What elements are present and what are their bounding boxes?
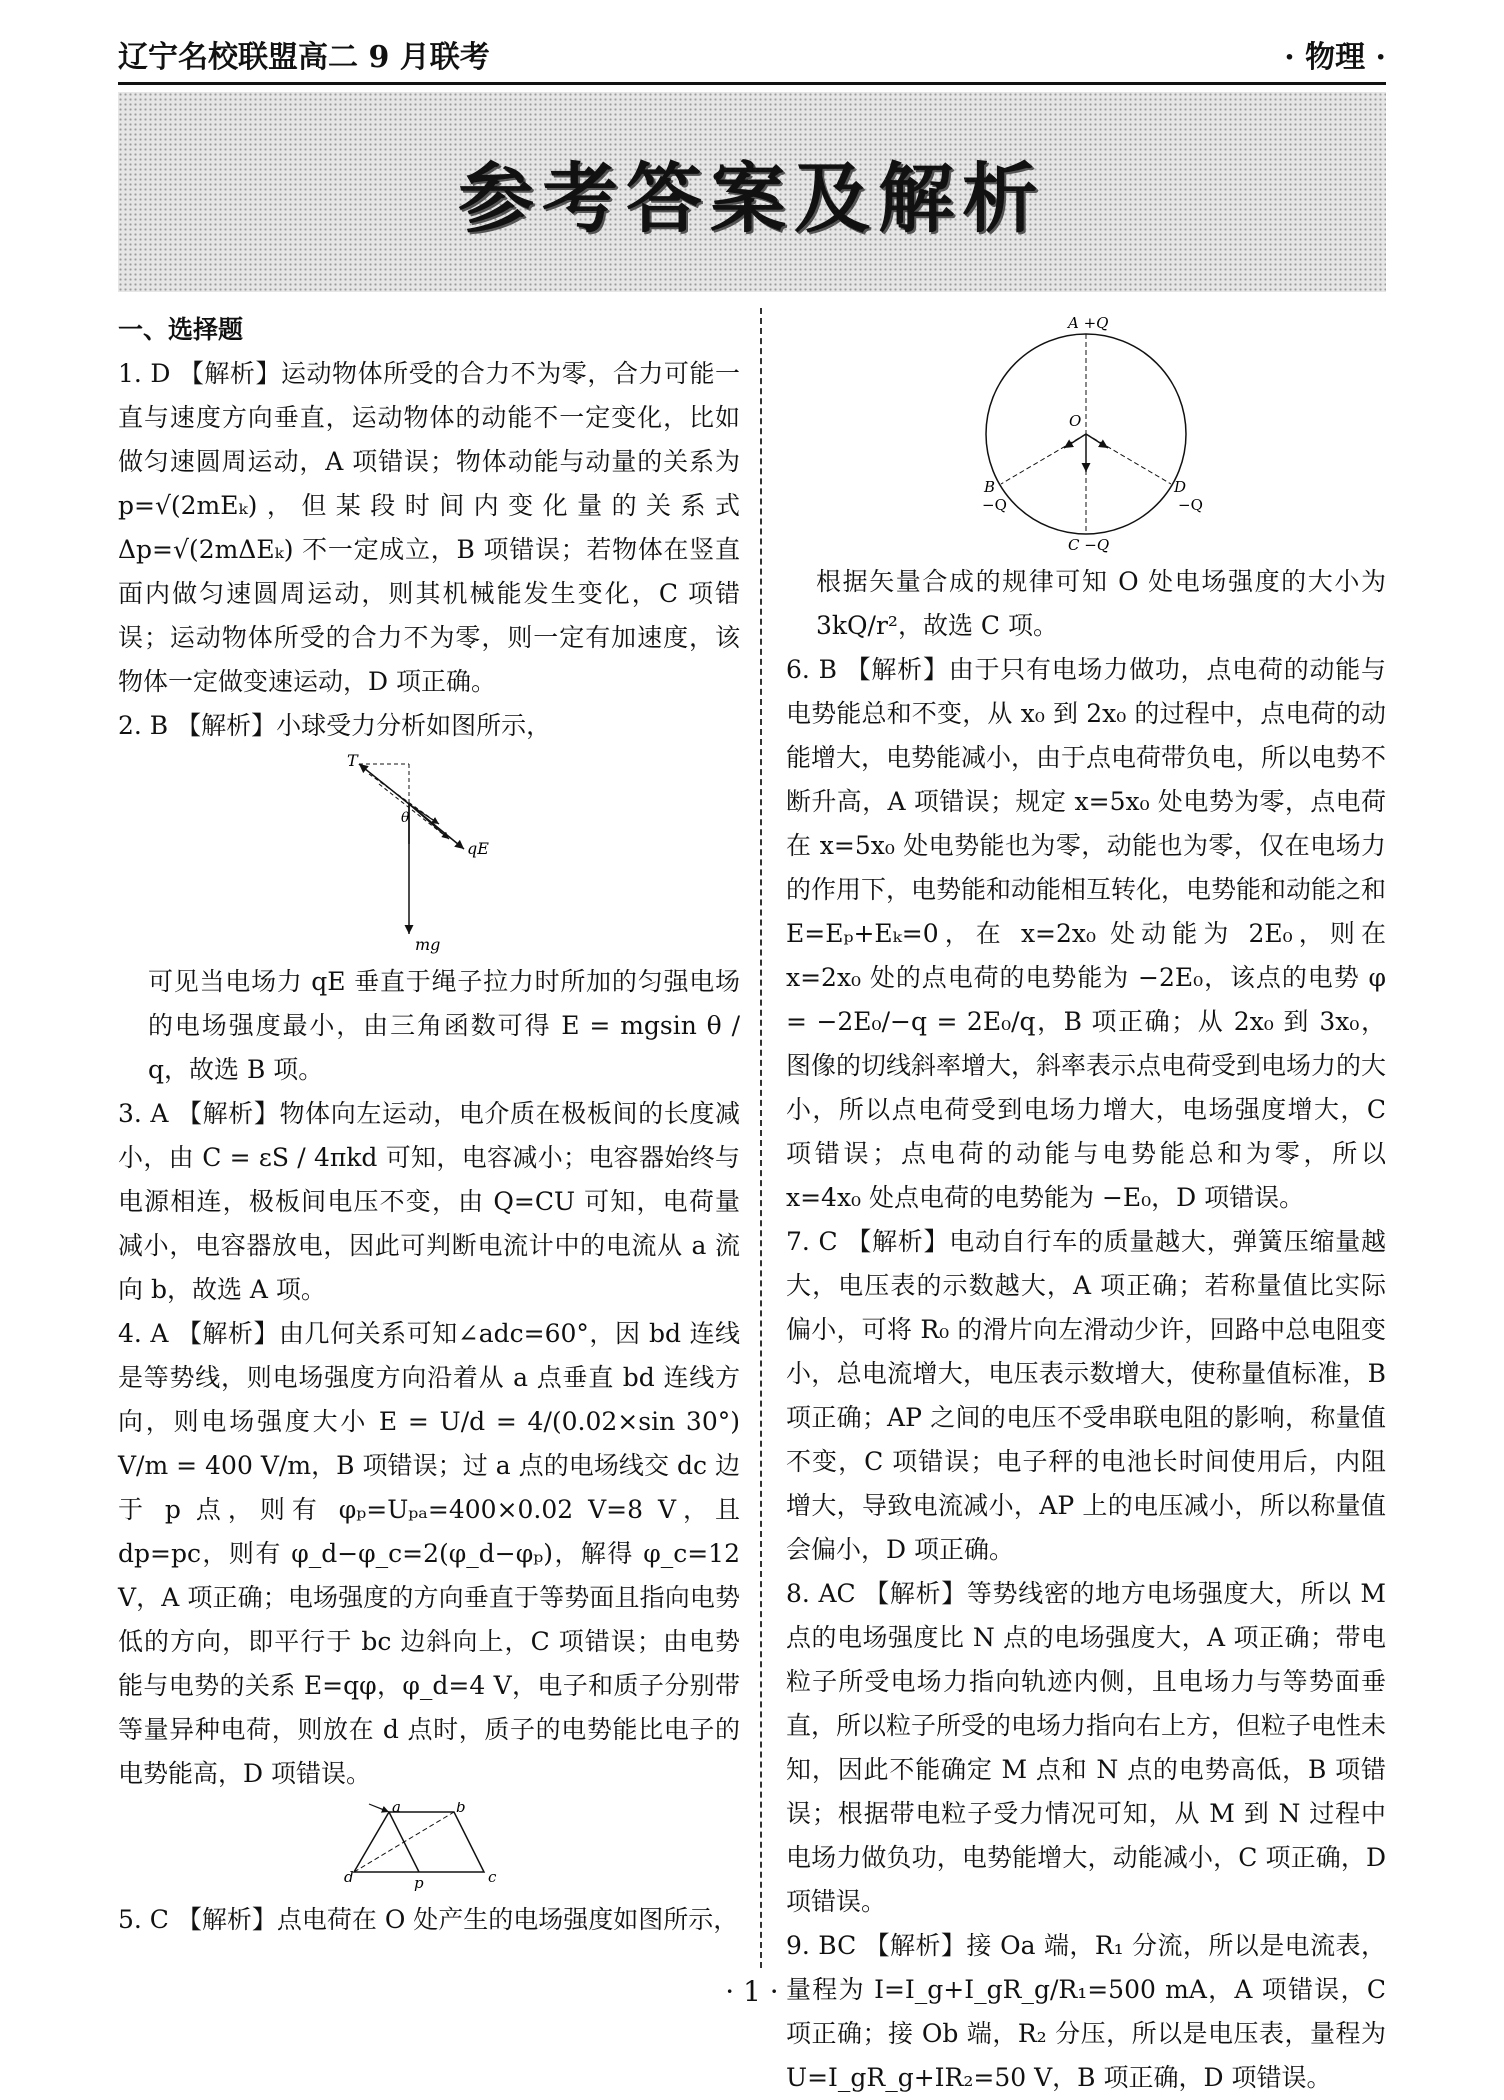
label-D-charge: −Q: [1178, 496, 1203, 514]
answer-8: 8. AC 【解析】等势线密的地方电场强度大，所以 M 点的电场强度比 N 点的电场强度大，A 项正确；带电粒子所受电场力指向轨迹内侧，且电场力与等势面垂直，所以粒子所受的电场力指向右上方，但粒子电性未知，因此不能确定 M 点和 N 点的电势高低，B 项错误；根据带电粒子受力情况可知，从 M 到 N 过程中电场力做负功，电势能增大，动能减小，C 项正确，D 项错误。: [786, 1579, 1387, 1916]
label-qE: qE: [467, 839, 489, 858]
subject-label: · 物理 ·: [1284, 40, 1386, 75]
column-divider: [760, 308, 762, 1968]
answer-3: 3. A 【解析】物体向左运动，电介质在极板间的长度减小，由 C = εS / 4πkd 可知，电容减小；电容器始终与电源相连，极板间电压不变，由 Q=CU 可知，电荷量减小，电容器放电，因此可判断电流计中的电流从 a 流向 b，故选 A 项。: [118, 1099, 740, 1304]
label-d: d: [344, 1868, 354, 1886]
label-c: c: [488, 1868, 497, 1886]
answer-6: 6. B 【解析】由于只有电场力做功，点电荷的动能与电势能总和不变，从 x₀ 到 2x₀ 的过程中，点电荷的动能增大，电势能减小，由于点电荷带负电，所以电势不断升高，A 项错误；规定 x=5x₀ 处电势为零，点电荷在 x=5x₀ 处电势能也为零，动能也为零，仅在电场力的作用下，电势能和动能相互转化，电势能和动能之和 E=Eₚ+Eₖ=0，在 x=2x₀ 处动能为 2E₀，则在 x=2x₀ 处的点电荷的电势能为 −2E₀，该点的电势 φ = −2E₀/−q = 2E₀/q，B 项正确；从 2x₀ 到 3x₀，图像的切线斜率增大，斜率表示点电荷受到电场力的大小，所以点电荷受到电场力增大，电场强度增大，C 项错误；点电荷的动能与电势能总和为零，所以 x=4x₀ 处点电荷的电势能为 −E₀，D 项错误。: [786, 655, 1387, 1212]
answer-2-conclusion: 可见当电场力 qE 垂直于绳子拉力时所加的匀强电场的电场强度最小，由三角函数可得 E = mgsin θ / q，故选 B 项。: [148, 967, 740, 1084]
answer-5-conclusion: 根据矢量合成的规律可知 O 处电场强度的大小为 3kQ/r²，故选 C 项。: [816, 567, 1386, 640]
label-B-charge: −Q: [982, 496, 1007, 514]
force-diagram: [339, 754, 519, 954]
label-C: C −Q: [1068, 536, 1110, 554]
label-theta: θ: [401, 810, 410, 826]
answer-5-intro: 5. C 【解析】点电荷在 O 处产生的电场强度如图所示，: [118, 1905, 739, 1934]
section-heading: 一、选择题: [118, 315, 244, 344]
label-p: p: [414, 1874, 424, 1892]
label-A: A +Q: [1068, 314, 1109, 332]
answer-9: 9. BC 【解析】接 Oa 端，R₁ 分流，所以是电流表，量程为 I=I_g+I_gR_g/R₁=500 mA，A 项错误，C 项正确；接 Ob 端，R₂ 分压，所以是电压表，量程为 U=I_gR_g+IR₂=50 V，B 项正确，D 项错误。: [786, 1931, 1386, 2092]
page-header: [118, 34, 1386, 85]
right-column: [786, 308, 1386, 2100]
label-D: D: [1174, 478, 1187, 496]
label-mg: mg: [415, 935, 441, 954]
banner-title: 参考答案及解析: [458, 153, 1046, 243]
page-number: · 1 ·: [725, 1975, 779, 2008]
label-B: B: [984, 478, 996, 496]
left-column: [118, 308, 740, 1942]
label-b: b: [456, 1802, 466, 1816]
answer-2-intro: 2. B 【解析】小球受力分析如图所示，: [118, 711, 552, 740]
label-a: a: [392, 1802, 401, 1816]
answer-7: 7. C 【解析】电动自行车的质量越大，弹簧压缩量越大，电压表的示数越大，A 项正确；若称量值比实际偏小，可将 R₀ 的滑片向左滑动少许，回路中总电阻变小，总电流增大，电压表示数增大，使称量值标准，B 项正确；AP 之间的电压不受串联电阻的影响，称量值不变，C 项错误；电子秤的电池长时间使用后，内阻增大，导致电流减小，AP 上的电压减小，所以称量值会偏小，D 项正确。: [786, 1227, 1386, 1564]
title-banner: [118, 92, 1386, 292]
label-T: T: [347, 754, 358, 770]
exam-title: 辽宁名校联盟高二 9 月联考: [118, 40, 490, 75]
parallelogram-diagram: [344, 1802, 514, 1892]
answer-4: 4. A 【解析】由几何关系可知∠adc=60°，因 bd 连线是等势线，则电场强度方向沿着从 a 点垂直 bd 连线方向，则电场强度大小 E = U/d = 4/(0.02×sin 30°) V/m = 400 V/m，B 项错误；过 a 点的电场线交 dc 边于 p 点，则有 φₚ=Uₚₐ=400×0.02 V=8 V，且 dp=pc，则有 φ_d−φ_c=2(φ_d−φₚ)，解得 φ_c=12 V，A 项正确；电场强度的方向垂直于等势面且指向电势低的方向，即平行于 bc 边斜向上，C 项错误；由电势能与电势的关系 E=qφ，φ_d=4 V，电子和质子分别带等量异种电荷，则放在 d 点时，质子的电势能比电子的电势能高，D 项错误。: [118, 1319, 740, 1788]
answer-1: 1. D 【解析】运动物体所受的合力不为零，合力可能一直与速度方向垂直，运动物体的动能不一定变化，比如做匀速圆周运动，A 项错误；物体动能与动量的关系为 p=√(2mEₖ)，但某段时间内变化量的关系式 Δp=√(2mΔEₖ) 不一定成立，B 项错误；若物体在竖直面内做匀速圆周运动，则其机械能发生变化，C 项错误；运动物体所受的合力不为零，则一定有加速度，该物体一定做变速运动，D 项正确。: [118, 359, 740, 696]
label-O: O: [1069, 412, 1082, 430]
circle-charge-diagram: [956, 314, 1216, 554]
